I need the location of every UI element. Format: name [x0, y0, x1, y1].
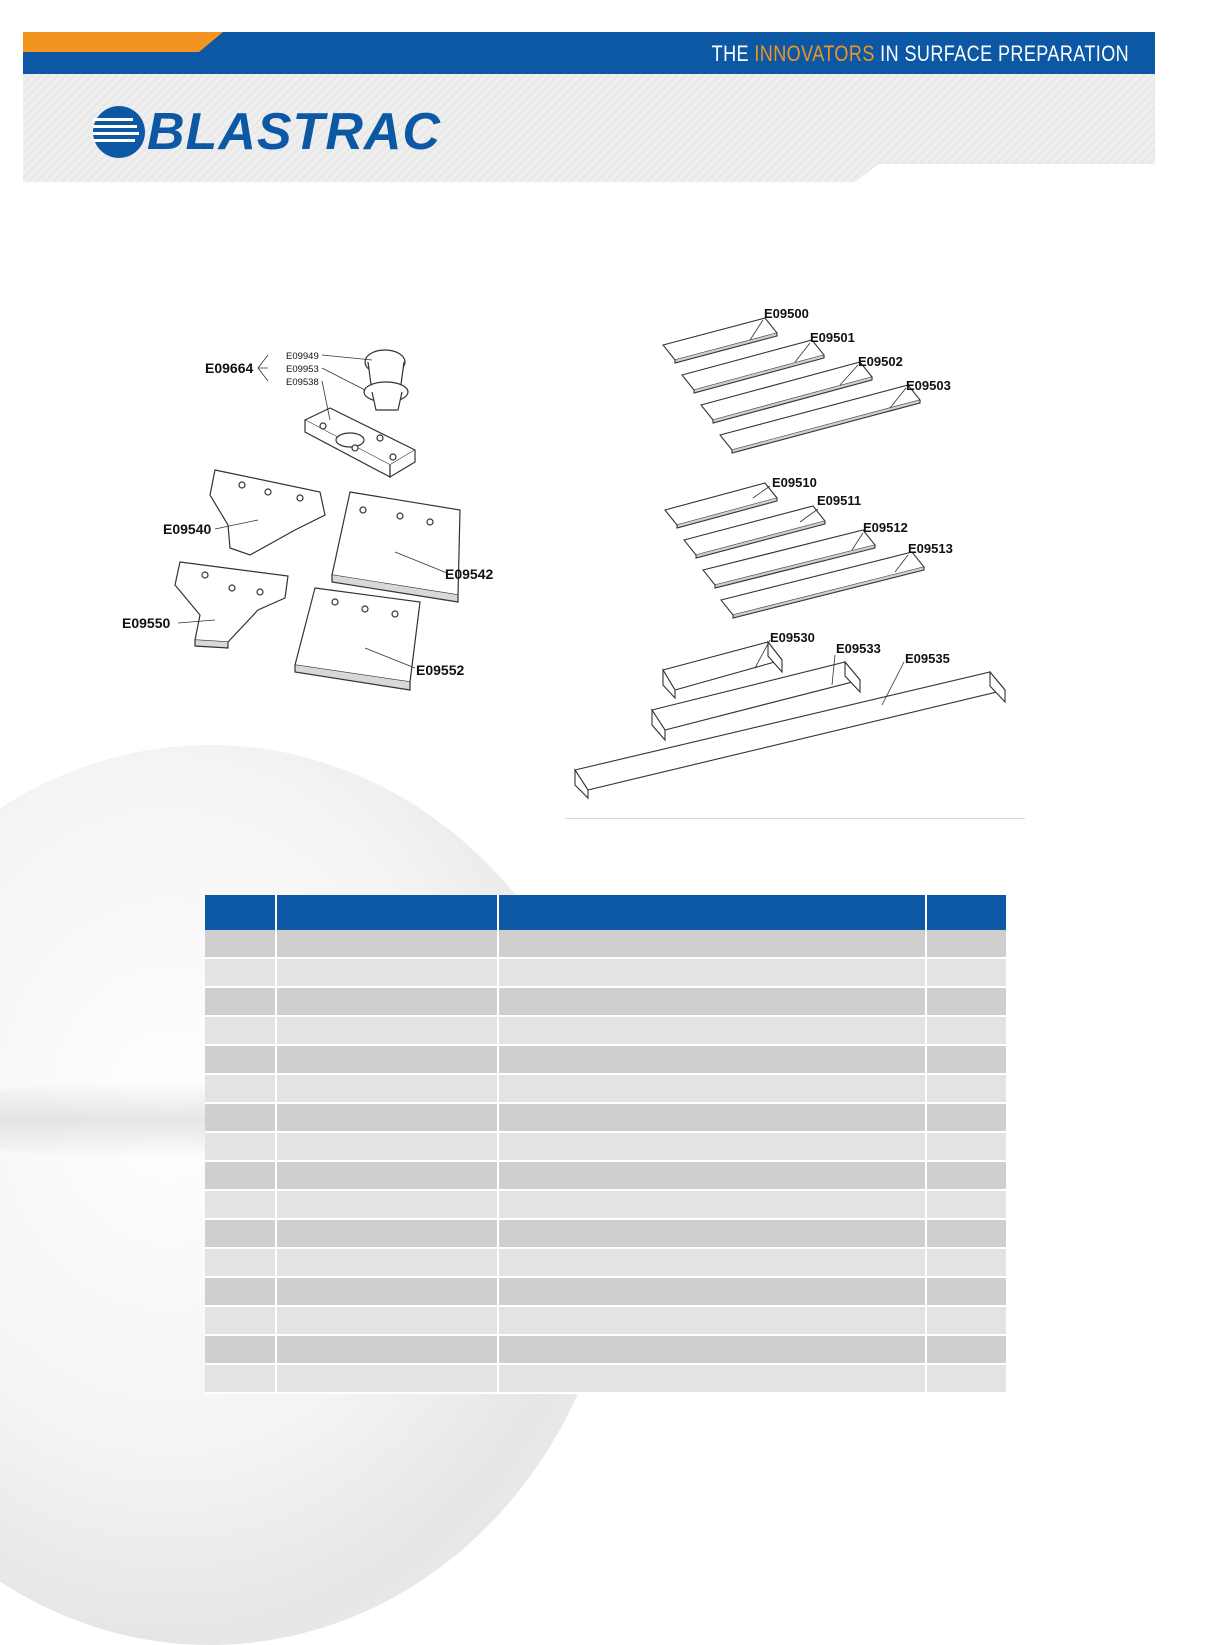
table-cell — [276, 1248, 498, 1277]
tagline-start: THE — [711, 41, 755, 66]
swivel-assembly-drawing — [305, 350, 415, 477]
table-cell — [276, 1161, 498, 1190]
flat-blades-set-a — [663, 318, 920, 453]
label-e09550: E09550 — [122, 615, 171, 631]
plate-e09540-drawing — [210, 470, 325, 555]
column-header — [498, 895, 926, 930]
table-cell — [205, 1074, 276, 1103]
table-cell — [498, 1190, 926, 1219]
right-parts-diagram — [570, 300, 1020, 805]
table-cell — [205, 1306, 276, 1335]
column-header — [926, 895, 1006, 930]
label-e09503: E09503 — [906, 378, 951, 393]
table-cell — [205, 1190, 276, 1219]
label-e09949: E09949 — [286, 351, 319, 362]
table-row — [205, 1132, 1006, 1161]
table-cell — [498, 1335, 926, 1364]
table-cell — [926, 1132, 1006, 1161]
label-e09510: E09510 — [772, 475, 817, 490]
table-body — [205, 930, 1006, 1393]
table-cell — [276, 958, 498, 987]
table-cell — [498, 958, 926, 987]
table-cell — [205, 1248, 276, 1277]
table-cell — [205, 1103, 276, 1132]
label-e09535: E09535 — [905, 651, 950, 666]
table-cell — [276, 930, 498, 958]
table-cell — [926, 1335, 1006, 1364]
table-row — [205, 1074, 1006, 1103]
table-cell — [926, 1364, 1006, 1393]
table-row — [205, 1016, 1006, 1045]
table-row — [205, 1306, 1006, 1335]
globe-logo-icon — [91, 104, 147, 160]
label-e09501: E09501 — [810, 330, 855, 345]
table-cell — [926, 1016, 1006, 1045]
plate-e09542-drawing — [332, 492, 460, 602]
left-parts-diagram — [110, 330, 510, 700]
table-cell — [276, 1016, 498, 1045]
label-e09542: E09542 — [445, 566, 494, 582]
header-orange-tab — [23, 32, 223, 52]
table-cell — [276, 1277, 498, 1306]
parts-table — [205, 895, 1006, 1394]
header-band-cut — [855, 164, 1155, 182]
table-cell — [926, 987, 1006, 1016]
table-cell — [205, 987, 276, 1016]
table-cell — [498, 1045, 926, 1074]
plate-e09552-drawing — [295, 588, 420, 690]
flat-blades-set-b — [665, 483, 924, 618]
label-e09513: E09513 — [908, 541, 953, 556]
table-cell — [276, 987, 498, 1016]
table-row — [205, 1161, 1006, 1190]
blastrac-logo — [91, 102, 441, 162]
table-cell — [926, 1306, 1006, 1335]
table-row — [205, 1103, 1006, 1132]
label-e09511: E09511 — [817, 493, 862, 508]
label-e09664: E09664 — [205, 360, 254, 376]
table-row — [205, 958, 1006, 987]
column-header — [276, 895, 498, 930]
table-cell — [205, 1277, 276, 1306]
table-cell — [205, 930, 276, 958]
table-cell — [498, 1364, 926, 1393]
table-cell — [926, 1103, 1006, 1132]
table-cell — [205, 1219, 276, 1248]
table-header-row — [205, 895, 1006, 930]
table-cell — [276, 1364, 498, 1393]
table-cell — [205, 1016, 276, 1045]
table-cell — [498, 1103, 926, 1132]
table-cell — [498, 1219, 926, 1248]
tagline-highlight: INNOVATORS — [754, 41, 875, 66]
table-cell — [205, 1045, 276, 1074]
table-cell — [276, 1306, 498, 1335]
table-cell — [205, 958, 276, 987]
table-cell — [926, 958, 1006, 987]
table-row — [205, 987, 1006, 1016]
table-cell — [276, 1132, 498, 1161]
table-cell — [276, 1045, 498, 1074]
table-cell — [276, 1335, 498, 1364]
table-row — [205, 1335, 1006, 1364]
column-header — [205, 895, 276, 930]
tagline-end: IN SURFACE PREPARATION — [874, 41, 1129, 66]
table-cell — [498, 987, 926, 1016]
label-e09552: E09552 — [416, 662, 465, 678]
table-cell — [498, 1161, 926, 1190]
table-row — [205, 1364, 1006, 1393]
label-e09540: E09540 — [163, 521, 212, 537]
logo-wordmark: BLASTRAC — [147, 103, 441, 161]
table-cell — [276, 1103, 498, 1132]
table-cell — [205, 1161, 276, 1190]
table-cell — [205, 1335, 276, 1364]
table-cell — [276, 1219, 498, 1248]
table-row — [205, 1045, 1006, 1074]
table-row — [205, 1190, 1006, 1219]
label-e09530: E09530 — [770, 630, 815, 645]
table-cell — [205, 1364, 276, 1393]
label-e09500: E09500 — [764, 306, 809, 321]
label-e09502: E09502 — [858, 354, 903, 369]
table-cell — [926, 1074, 1006, 1103]
table-cell — [498, 1132, 926, 1161]
table-row — [205, 1277, 1006, 1306]
table-cell — [926, 1045, 1006, 1074]
label-e09953: E09953 — [286, 364, 319, 375]
table-cell — [498, 1016, 926, 1045]
table-cell — [926, 930, 1006, 958]
table-cell — [926, 1277, 1006, 1306]
table-cell — [926, 1161, 1006, 1190]
table-cell — [498, 1277, 926, 1306]
table-cell — [205, 1132, 276, 1161]
table-cell — [498, 1306, 926, 1335]
table-cell — [926, 1190, 1006, 1219]
label-e09533: E09533 — [836, 641, 881, 656]
table-cell — [498, 1248, 926, 1277]
label-e09512: E09512 — [863, 520, 908, 535]
table-row — [205, 1219, 1006, 1248]
plate-e09550-drawing — [175, 562, 288, 648]
table-cell — [276, 1190, 498, 1219]
table-cell — [276, 1074, 498, 1103]
label-e09538: E09538 — [286, 377, 319, 388]
table-cell — [926, 1248, 1006, 1277]
table-cell — [498, 930, 926, 958]
page-header — [23, 32, 1155, 182]
header-tagline — [712, 41, 1129, 67]
table-row — [205, 1248, 1006, 1277]
table-row — [205, 930, 1006, 958]
table-cell — [926, 1219, 1006, 1248]
table-cell — [498, 1074, 926, 1103]
diagram-divider — [565, 818, 1025, 819]
